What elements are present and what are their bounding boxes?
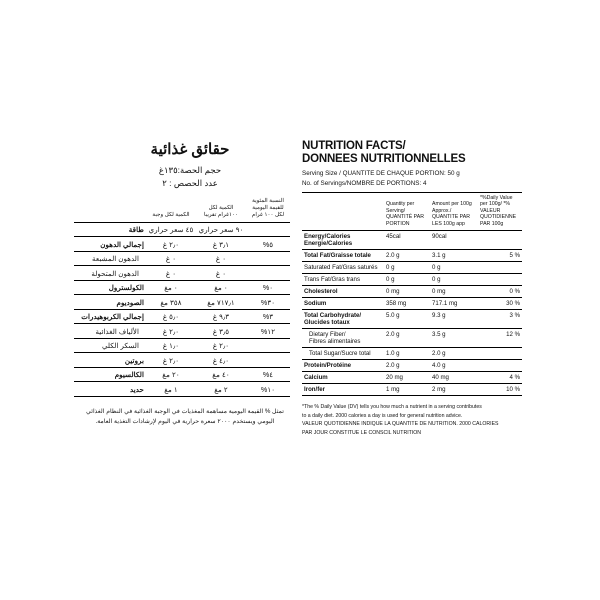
- english-nutrient-row: [302, 298, 522, 310]
- arabic-cell-per100: ٠ مغ: [196, 280, 246, 295]
- arabic-cell-dv: ٠%: [246, 280, 290, 295]
- english-cell-nutrient: Calcium: [302, 372, 384, 384]
- arabic-footnote: تمثل % القيمة اليومية مساهمة المغذيات في الوجبة الغذائية في النظام الغذائي اليومي ويستخدم ٢٠٠٠ سعرة حرارية في اليوم لإرشادات التغذية العامة.: [86, 407, 284, 426]
- english-title-line1: NUTRITION FACTS/: [302, 140, 406, 152]
- arabic-nutrient-row: [74, 309, 290, 324]
- english-nutrition-table: [302, 192, 522, 397]
- english-cell-per-100g: 4.0 g: [430, 360, 478, 372]
- arabic-cell-per100: ٠ غ: [196, 251, 246, 266]
- english-nutrient-row: [302, 286, 522, 298]
- arabic-cell-perserving: ٥٫٠ غ: [146, 309, 196, 324]
- english-header-per-serving: Quantity per Serving/ QUANTITÉ PAR PORTION: [384, 192, 430, 231]
- footnote-line-1: *The % Daily Value (DV) tells you how much a nutrient in a serving contributes: [302, 404, 482, 411]
- english-nutrient-row: [302, 329, 522, 348]
- english-cell-nutrient: Iron/fer: [302, 384, 384, 396]
- english-cell-per-serving: 2.0 g: [384, 360, 430, 372]
- footnote-line-4: PAR JOUR CONSTITUE LE CONSCIL NUTRITION: [302, 429, 422, 436]
- english-cell-daily-value: 5 %: [478, 250, 522, 262]
- arabic-serving-info: [90, 164, 290, 190]
- footnote-line-3: VALEUR QUOTIDIENNE INDIQUE LA QUANTITE DE NUTRITION. 2000 CALORIES: [302, 421, 499, 428]
- english-cell-per-100g: 0 g: [430, 274, 478, 286]
- english-cell-daily-value: [478, 360, 522, 372]
- arabic-cell-per100: ٣٫١ غ: [196, 237, 246, 252]
- english-nutrient-row: [302, 274, 522, 286]
- english-cell-nutrient: Total Fat/Graisse totale: [302, 250, 384, 262]
- english-nutrient-row: [302, 372, 522, 384]
- arabic-cell-nutrient: السكر الكلي: [74, 338, 146, 353]
- arabic-cell-nutrient: الدهون المتحولة: [74, 266, 146, 281]
- english-cell-per-serving: 5.0 g: [384, 310, 430, 329]
- english-serving-info: [302, 169, 512, 187]
- arabic-cell-dv: ٥%: [246, 237, 290, 252]
- english-cell-per-serving: 0 g: [384, 274, 430, 286]
- english-cell-daily-value: 4 %: [478, 372, 522, 384]
- arabic-cell-perserving: ٠ غ: [146, 251, 196, 266]
- english-cell-per-serving: 358 mg: [384, 298, 430, 310]
- arabic-cell-perserving: ٤٥ سعر حراري: [146, 222, 196, 237]
- arabic-cell-nutrient: الكولسترول: [74, 280, 146, 295]
- arabic-cell-nutrient: بروتين: [74, 353, 146, 368]
- arabic-cell-perserving: ٠ مغ: [146, 280, 196, 295]
- english-nutrient-row: [302, 262, 522, 274]
- english-table-header-row: [302, 192, 522, 231]
- arabic-nutrition-table: [74, 196, 290, 397]
- english-cell-daily-value: [478, 262, 522, 274]
- english-nutrition-panel: [302, 140, 520, 438]
- english-cell-per-100g: 717.1 mg: [430, 298, 478, 310]
- english-nutrient-row: [302, 231, 522, 250]
- arabic-cell-perserving: ١ مغ: [146, 382, 196, 397]
- english-cell-nutrient: Total Sugar/Sucre total: [302, 348, 384, 360]
- arabic-cell-dv: [246, 251, 290, 266]
- arabic-nutrition-panel: [81, 140, 290, 428]
- arabic-nutrient-row: [74, 237, 290, 252]
- arabic-nutrient-row: [74, 367, 290, 382]
- arabic-cell-nutrient: الدهون المشبعة: [74, 251, 146, 266]
- english-title-line2: DONNEES NUTRITIONNELLES: [302, 153, 466, 166]
- english-cell-per-100g: 0 g: [430, 262, 478, 274]
- arabic-cell-nutrient: الكالسيوم: [74, 367, 146, 382]
- footnote-line-2: to a daily diet. 2000 calories a day is used for general nutrition advice.: [302, 412, 463, 419]
- arabic-cell-per100: ٩٫٣ غ: [196, 309, 246, 324]
- english-cell-per-serving: 2.0 g: [384, 329, 430, 348]
- english-nutrient-row: [302, 360, 522, 372]
- arabic-cell-dv: ٣٠%: [246, 295, 290, 310]
- arabic-cell-perserving: ٠ غ: [146, 266, 196, 281]
- english-cell-nutrient: Energy/Calories Energie/Calories: [302, 231, 384, 250]
- english-title: [302, 140, 512, 166]
- english-nutrient-row: [302, 310, 522, 329]
- english-servings-count: No. of Servings/NOMBRE DE PORTIONS: 4: [302, 179, 427, 187]
- arabic-nutrient-row: [74, 382, 290, 397]
- english-cell-per-serving: 20 mg: [384, 372, 430, 384]
- arabic-servings-count: عدد الحصص : ٢: [162, 177, 218, 188]
- english-cell-nutrient: Saturated Fat/Gras saturés: [302, 262, 384, 274]
- arabic-cell-per100: ٢٫٠ غ: [196, 338, 246, 353]
- english-cell-per-100g: 40 mg: [430, 372, 478, 384]
- arabic-cell-dv: [246, 222, 290, 237]
- english-cell-per-100g: 90cal: [430, 231, 478, 250]
- english-nutrient-row: [302, 384, 522, 396]
- arabic-cell-dv: [246, 266, 290, 281]
- english-cell-per-serving: 45cal: [384, 231, 430, 250]
- arabic-nutrient-row: [74, 353, 290, 368]
- arabic-cell-per100: ٢ مغ: [196, 382, 246, 397]
- arabic-nutrient-row: [74, 295, 290, 310]
- english-cell-per-serving: 1 mg: [384, 384, 430, 396]
- arabic-nutrient-row: [74, 251, 290, 266]
- english-cell-daily-value: 3 %: [478, 310, 522, 329]
- english-serving-size: Serving Size / QUANTITE DE CHAQUE PORTION: 50 g: [302, 170, 460, 178]
- english-nutrient-row: [302, 250, 522, 262]
- english-cell-daily-value: [478, 348, 522, 360]
- english-cell-daily-value: 30 %: [478, 298, 522, 310]
- arabic-header-nutrient: [74, 196, 146, 223]
- arabic-cell-per100: ٤٠ مغ: [196, 367, 246, 382]
- arabic-cell-per100: ٠ غ: [196, 266, 246, 281]
- arabic-cell-nutrient: حديد: [74, 382, 146, 397]
- arabic-cell-nutrient: طاقة: [74, 222, 146, 237]
- arabic-table-header-row: [74, 196, 290, 223]
- english-header-nutrient: [302, 192, 384, 231]
- english-cell-per-100g: 3.1 g: [430, 250, 478, 262]
- english-cell-daily-value: [478, 274, 522, 286]
- english-cell-per-100g: 2 mg: [430, 384, 478, 396]
- english-cell-daily-value: 0 %: [478, 286, 522, 298]
- arabic-cell-dv: ١٠%: [246, 382, 290, 397]
- arabic-cell-dv: ٤%: [246, 367, 290, 382]
- arabic-cell-dv: ١٢%: [246, 324, 290, 339]
- arabic-cell-perserving: ٣٥٨ مغ: [146, 295, 196, 310]
- english-cell-daily-value: [478, 231, 522, 250]
- arabic-cell-nutrient: الألياف الغذائية: [74, 324, 146, 339]
- arabic-header-per-100g: الكمية لكل ١٠٠غرام تقريبا: [196, 196, 246, 223]
- arabic-header-daily-value: النسبة المئوية للقيمة اليومية لكل ١٠٠ غرام: [246, 196, 290, 223]
- arabic-serving-size: حجم الحصة:١٣٥غ: [158, 165, 222, 175]
- english-cell-nutrient: Trans Fat/Gras trans: [302, 274, 384, 286]
- arabic-nutrient-row: [74, 222, 290, 237]
- arabic-nutrient-row: [74, 266, 290, 281]
- arabic-cell-per100: ٤٫٠ غ: [196, 353, 246, 368]
- english-cell-nutrient: Protein/Protéine: [302, 360, 384, 372]
- english-header-per-100g: Amount per 100g Approx./ QUANTITE PAR LES 100g app: [430, 192, 478, 231]
- english-cell-per-100g: 3.5 g: [430, 329, 478, 348]
- english-footnote: [302, 403, 514, 437]
- arabic-cell-nutrient: إجمالي الكربوهيدرات: [74, 309, 146, 324]
- arabic-header-per-serving: الكمية لكل وجبة: [146, 196, 196, 223]
- english-header-daily-value: *%Daily Value per 100g/ *% VALEUR QUOTIDIENNE PAR 100g: [478, 192, 522, 231]
- arabic-cell-per100: ٧١٧٫١ مغ: [196, 295, 246, 310]
- arabic-cell-nutrient: الصوديوم: [74, 295, 146, 310]
- english-cell-per-100g: 0 mg: [430, 286, 478, 298]
- english-cell-daily-value: 10 %: [478, 384, 522, 396]
- arabic-cell-perserving: ١٫٠ غ: [146, 338, 196, 353]
- arabic-title: حقائق غذائية: [150, 141, 230, 158]
- english-cell-daily-value: 12 %: [478, 329, 522, 348]
- arabic-nutrient-row: [74, 324, 290, 339]
- english-nutrient-row: [302, 348, 522, 360]
- arabic-cell-nutrient: إجمالي الدهون: [74, 237, 146, 252]
- english-cell-nutrient: Dietary Fiber/ Fibres alimentaires: [302, 329, 384, 348]
- arabic-cell-perserving: ٢٠ مغ: [146, 367, 196, 382]
- arabic-nutrient-row: [74, 338, 290, 353]
- english-cell-per-serving: 1.0 g: [384, 348, 430, 360]
- english-cell-per-serving: 0 g: [384, 262, 430, 274]
- english-cell-per-serving: 2.0 g: [384, 250, 430, 262]
- arabic-cell-dv: ٣%: [246, 309, 290, 324]
- english-cell-nutrient: Sodium: [302, 298, 384, 310]
- arabic-cell-dv: [246, 338, 290, 353]
- english-cell-per-100g: 9.3 g: [430, 310, 478, 329]
- english-cell-nutrient: Total Carbohydrate/ Glucides totaux: [302, 310, 384, 329]
- arabic-nutrient-row: [74, 280, 290, 295]
- english-cell-per-serving: 0 mg: [384, 286, 430, 298]
- english-cell-nutrient: Cholesterol: [302, 286, 384, 298]
- arabic-cell-perserving: ٢٫٠ غ: [146, 237, 196, 252]
- english-cell-per-100g: 2.0 g: [430, 348, 478, 360]
- arabic-cell-perserving: ٢٫٠ غ: [146, 353, 196, 368]
- arabic-cell-per100: ٩٠ سعر حراري: [196, 222, 246, 237]
- arabic-cell-perserving: ٢٫٠ غ: [146, 324, 196, 339]
- arabic-cell-per100: ٣٫٥ غ: [196, 324, 246, 339]
- arabic-cell-dv: [246, 353, 290, 368]
